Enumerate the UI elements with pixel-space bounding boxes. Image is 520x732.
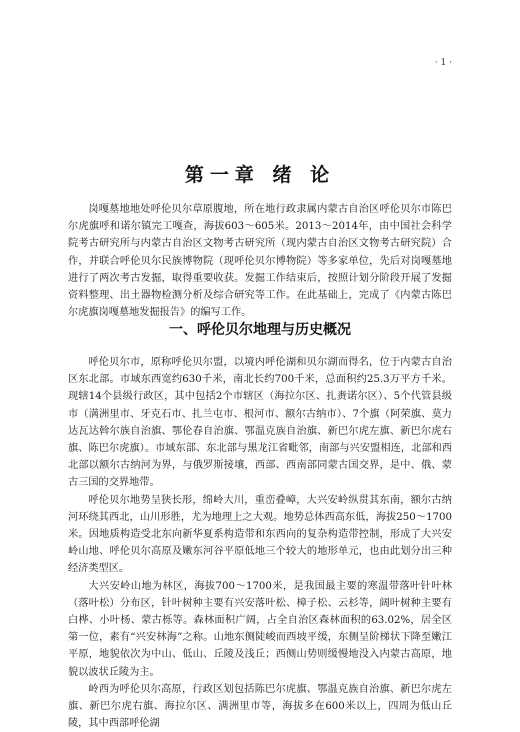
page-number: · 1 · [434, 58, 452, 68]
intro-paragraph: 岗嘎墓地地处呼伦贝尔草原腹地，所在地行政隶属内蒙古自治区呼伦贝尔市陈巴尔虎旗呼和诺尔镇完工嘎查，海拔603～605米。2013～2014年，由中国社会科学院考古研究所与内蒙古自治区文物考古研究所（现内蒙古自治区文物考古研究院）合作，并联合呼伦贝尔民族博物院（现呼伦贝尔博物院）等多家单位，先后对岗嘎墓地进行了两次考古发掘，取得重要收获。发掘工作结束后，按照计划分阶段开展了发掘资料整理、出土器物检测分析及综合研究等工作。在此基础上，完成了《内蒙古陈巴尔虎旗岗嘎墓地发掘报告》的编写工作。 [68, 204, 452, 319]
section-body [68, 354, 452, 732]
body-paragraph: 岭西为呼伦贝尔高原，行政区划包括陈巴尔虎旗、鄂温克族自治旗、新巴尔虎左旗、新巴尔虎右旗、海拉尔区、满洲里市等，海拔多在600米以上，四周为低山丘陵，其中西部呼伦湖 [68, 683, 452, 730]
body-paragraph: 大兴安岭山地为林区，海拔700～1700米，是我国最主要的寒温带落叶针叶林（落叶松）分布区，针叶树种主要有兴安落叶松、樟子松、云杉等，阔叶树种主要有白桦、小叶杨、蒙古栎等。森林面积广阔，占全自治区森林面积的63.02%，居全区第一位，素有“兴安林海”之称。山地东侧陡峻而西坡平缓，东侧呈阶梯状下降至嫩江平原，地貌依次为中山、低山、丘陵及浅丘；西侧山势则缓慢地没入内蒙古高原，地貌以波状丘陵为主。 [68, 580, 452, 678]
chapter-title: 第一章 绪 论 [184, 163, 336, 186]
body-paragraph: 呼伦贝尔市，原称呼伦贝尔盟，以境内呼伦湖和贝尔湖而得名，位于内蒙古自治区东北部。市域东西宽约630千米，南北长约700千米，总面积约25.3万平方千米。现辖14个县级行政区，其中包括2个市辖区（海拉尔区、扎赉诺尔区）、5个代管县级市（满洲里市、牙克石市、扎兰屯市、根河市、额尔古纳市）、7个旗（阿荣旗、莫力达瓦达斡尔族自治旗、鄂伦春自治旗、鄂温克族自治旗、新巴尔虎左旗、新巴尔虎右旗、陈巴尔虎旗）。市域东部、东北部与黑龙江省毗邻，南部与兴安盟相连，北部和西北部以额尔古纳河为界，与俄罗斯接壤，西部、西南部同蒙古国交界，是中、俄、蒙古三国的交界地带。 [68, 357, 452, 489]
section-title: 一、呼伦贝尔地理与历史概况 [169, 322, 351, 338]
body-paragraph: 呼伦贝尔地势呈狭长形，绵岭大川，重峦叠嶂，大兴安岭纵贯其东南，额尔古纳河环绕其西北，山川形胜，尤为地理上之大观。地势总体西高东低，海拔250～1700米。因地质构造受北东向新华夏系构造带和东西向的复杂构造带控制，形成了大兴安岭山地、呼伦贝尔高原及嫩东河谷平原低地三个较大的地形单元，也由此划分出三种经济类型区。 [68, 494, 452, 575]
